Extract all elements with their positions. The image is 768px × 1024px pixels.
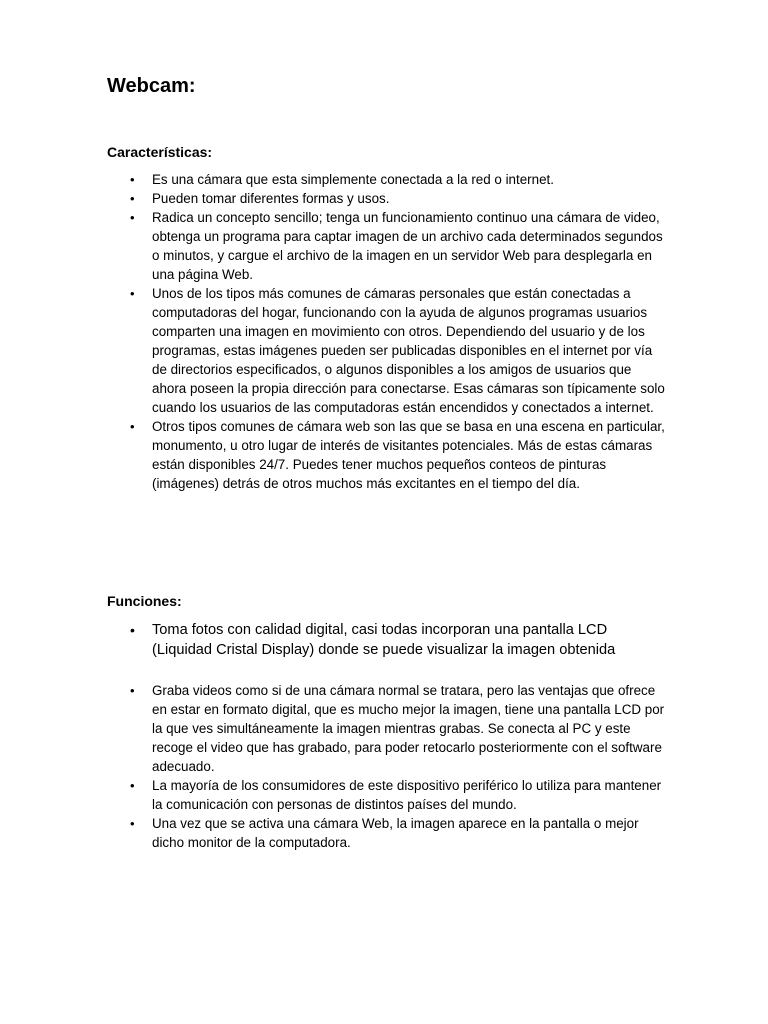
list-item: • La mayoría de los consumidores de este dispositivo periférico lo utiliza para mantener la comunicación con personas de distintos países del mundo. [0, 776, 768, 814]
caracteristicas-list [0, 170, 768, 493]
list-item: • Una vez que se activa una cámara Web, la imagen aparece en la pantalla o mejor dicho monitor de la computadora. [0, 814, 768, 852]
list-item: • Otros tipos comunes de cámara web son las que se basa en una escena en particular, monumento, u otro lugar de interés de visitantes potenciales. Más de estas cámaras están disponibles 24/7. Puedes tener muchos pequeños conteos de pinturas (imágenes) detrás de otros muchos más excitantes en el tiempo del día. [0, 417, 768, 493]
list-item: • Toma fotos con calidad digital, casi todas incorporan una pantalla LCD (Liquidad Cristal Display) donde se puede visualizar la imagen obtenida [0, 620, 768, 660]
funciones-list [0, 681, 768, 852]
funciones-list-first [0, 620, 768, 660]
page-title: Webcam: [107, 75, 196, 97]
list-item: • Unos de los tipos más comunes de cámaras personales que están conectadas a computadoras del hogar, funcionando con la ayuda de algunos programas usuarios comparten una imagen en movimiento con otros. Dependiendo del usuario y de los programas, estas imágenes pueden ser publicadas disponibles en el internet por vía de directorios especificados, o algunos disponibles a los amigos de usuarios que ahora poseen la propia dirección para conectarse. Esas cámaras son típicamente solo cuando los usuarios de las computadoras están encendidos y conectados a internet. [0, 284, 768, 417]
list-item: • Pueden tomar diferentes formas y usos. [0, 189, 768, 208]
section-heading-funciones: Funciones: [107, 593, 182, 609]
list-item: • Es una cámara que esta simplemente conectada a la red o internet. [0, 170, 768, 189]
list-item: • Radica un concepto sencillo; tenga un funcionamiento continuo una cámara de video, obtenga un programa para captar imagen de un archivo cada determinados segundos o minutos, y cargue el archivo de la imagen en un servidor Web para desplegarla en una página Web. [0, 208, 768, 284]
list-item: • Graba videos como si de una cámara normal se tratara, pero las ventajas que ofrece en estar en formato digital, que es mucho mejor la imagen, tiene una pantalla LCD por la que ves simultáneamente la imagen mientras grabas. Se conecta al PC y este recoge el video que has grabado, para poder retocarlo posteriormente con el software adecuado. [0, 681, 768, 776]
section-heading-caracteristicas: Características: [107, 144, 213, 160]
